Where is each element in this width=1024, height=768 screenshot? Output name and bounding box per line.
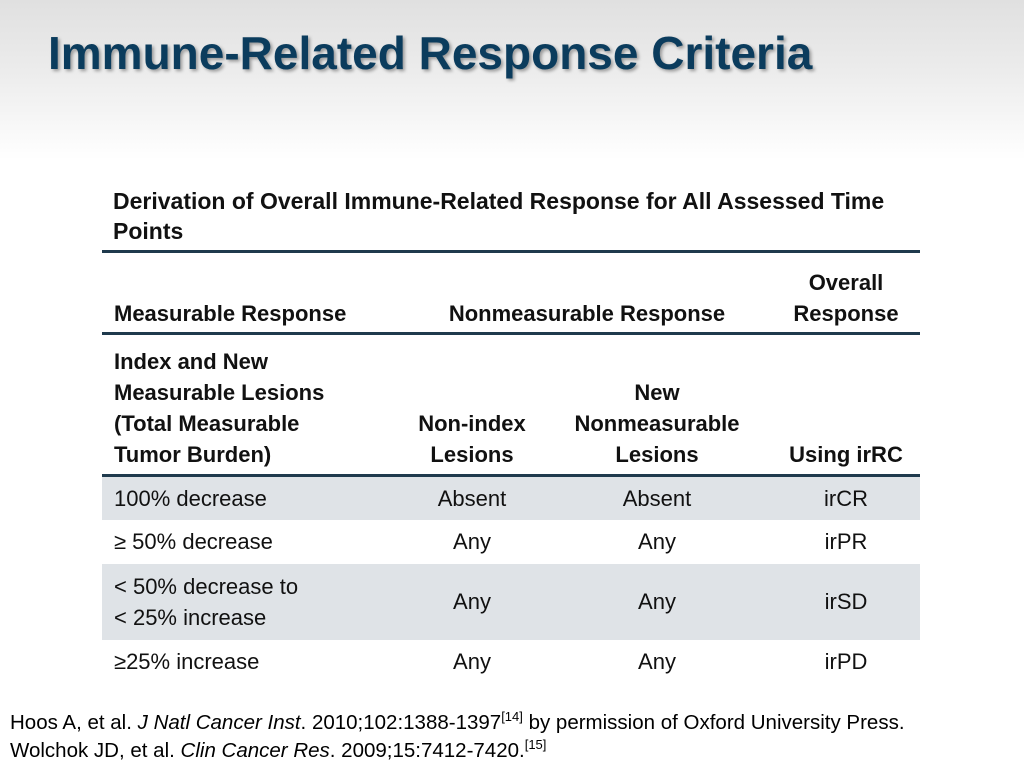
col-header-line: New (634, 380, 680, 405)
col-header-line: Lesions (430, 442, 514, 467)
cell-measurable: 100% decrease (114, 485, 267, 511)
ref-authors: Wolchok JD, et al. (10, 739, 181, 762)
table-row (102, 520, 920, 564)
col-header-line: Tumor Burden) (114, 442, 272, 467)
header-band (0, 0, 1024, 160)
overall-header-text: Overall Response (793, 270, 899, 326)
col-header-line: Non-index (418, 411, 526, 436)
ref-details: . 2009;15:7412-7420. (329, 739, 525, 762)
cell-nonindex: Absent (437, 485, 507, 511)
cell-measurable: ≥ 50% decrease (114, 529, 273, 554)
cell-overall: irPR (824, 529, 868, 554)
column-header-row (102, 334, 920, 476)
ref-suffix: by permission of Oxford University Press. (522, 711, 905, 734)
cell-new-nonmeasurable: Any (638, 589, 676, 614)
group-header-measurable: Measurable Response (114, 301, 347, 326)
cell-overall: irCR (824, 485, 868, 511)
group-header-row (102, 252, 920, 334)
col-header-new-nonmeasurable-lesions (542, 334, 772, 476)
cell-measurable (102, 564, 402, 640)
col-header-using-irrc: Using irRC (789, 442, 903, 467)
reference-line (10, 737, 1020, 765)
cell-new-nonmeasurable: Any (638, 529, 676, 554)
references (10, 709, 1020, 765)
col-header-nonindex-lesions (402, 334, 542, 476)
slide-title: Immune-Related Response Criteria (48, 27, 813, 79)
cell-nonindex: Any (453, 589, 491, 614)
ref-journal: J Natl Cancer Inst (137, 711, 301, 734)
cell-overall: irSD (824, 589, 868, 614)
reference-line (10, 709, 1020, 737)
col-header-line: Lesions (615, 442, 699, 467)
col-header-line: Nonmeasurable (574, 411, 740, 436)
response-criteria-table (102, 250, 920, 684)
ref-authors: Hoos A, et al. (10, 711, 138, 734)
cell-line: < 25% increase (114, 604, 267, 630)
col-header-index-lesions (102, 334, 402, 476)
table-caption: Derivation of Overall Immune-Related Response for All Assessed Time Points (113, 188, 885, 244)
ref-details: . 2010;102:1388-1397 (300, 711, 502, 734)
table-row (102, 640, 920, 684)
cell-new-nonmeasurable: Absent (622, 485, 692, 511)
cell-nonindex: Any (453, 649, 491, 674)
table-row (102, 564, 920, 640)
cell-overall: irPD (824, 649, 868, 674)
cell-measurable: ≥25% increase (114, 649, 260, 674)
group-header-nonmeasurable: Nonmeasurable Response (448, 301, 726, 326)
ref-journal: Clin Cancer Res (180, 739, 330, 762)
group-header-overall (772, 252, 920, 334)
cell-line: < 50% decrease to (114, 573, 299, 599)
col-header-line: Index and New (114, 349, 269, 374)
cell-nonindex: Any (453, 529, 491, 554)
ref-number: [14] (501, 709, 523, 724)
ref-number: [15] (524, 737, 547, 752)
cell-new-nonmeasurable: Any (638, 649, 676, 674)
table-row (102, 476, 920, 520)
col-header-line: (Total Measurable (114, 411, 300, 436)
col-header-line: Measurable Lesions (114, 380, 325, 405)
